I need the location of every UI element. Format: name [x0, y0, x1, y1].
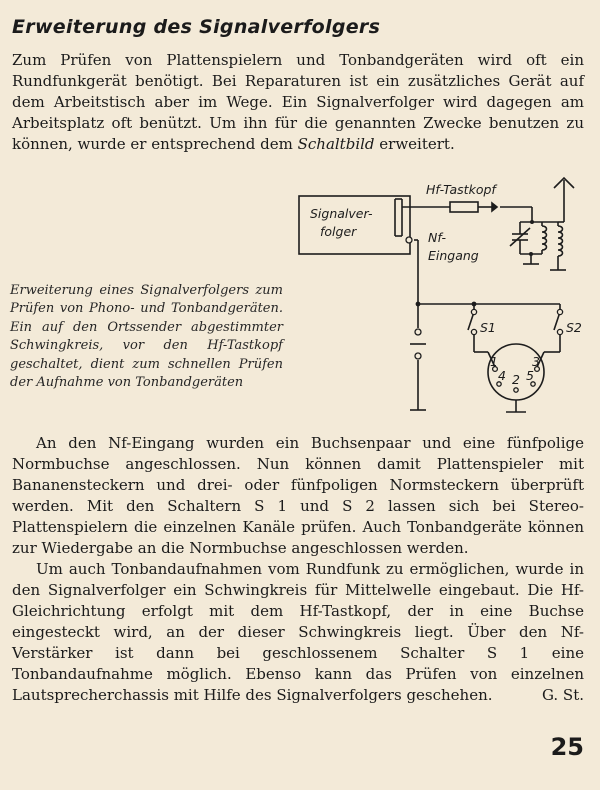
pin-3-label: 3	[532, 354, 540, 369]
intro-paragraph	[12, 50, 584, 155]
intro-text: Zum Prüfen von Plattenspielern und Tonbandgeräten wird oft ein Rundfunkgerät benötigt. Bei Reparaturen ist ein zusätzliches Gerät auf dem Arbeitstisch aber im Wege. Ein Signalverfolger wird dagegen am Arbeitsplatz oft benützt. Um ihn für die genannten Zwecke benutzen zu können, wurde er entsprechend dem	[12, 51, 584, 153]
tank-coil	[542, 226, 547, 250]
article-title: Erweiterung des Signalverfolgers	[12, 16, 381, 38]
paragraph-rf-recording	[12, 559, 584, 706]
switch-s1-label: S1	[480, 320, 496, 335]
circuit-diagram	[290, 170, 590, 420]
schaltbild-word: Schaltbild	[297, 135, 375, 153]
intro-text-end: erweitert.	[374, 135, 455, 153]
pin-2-label: 2	[512, 372, 520, 387]
pin-1-label: 1	[490, 354, 498, 369]
page-number: 25	[550, 733, 584, 761]
input-label-2: Eingang	[428, 248, 479, 263]
box-label-1: Signalver-	[310, 206, 373, 221]
probe-label: Hf-Tastkopf	[426, 182, 496, 197]
paragraph-rf-recording-text: Um auch Tonbandaufnahmen vom Rundfunk zu ermöglichen, wurde in den Signalverfolger ein Schwingkreis für Mittelwelle eingebaut. Die Hf-Gleichrichtung erfolgt mit dem Hf-Tastkopf, der in eine Buchse eingesteckt wird, an der dieser Schwingkreis liegt. Über den Nf-Verstärker ist dann bei geschlossenem Schalter S 1 eine Tonbandaufnahme möglich. Ebenso kann das Prüfen von einzelnen Lautsprecherchassis mit Hilfe des Signalverfolgers geschehen.	[12, 560, 584, 704]
probe-tip	[492, 203, 497, 211]
switch-s2-label: S2	[566, 320, 582, 335]
input-label-1: Nf-	[428, 230, 447, 245]
nf-input-terminal	[406, 237, 412, 243]
figure-caption: Erweiterung eines Signalverfolgers zum Prüfen von Phono- und Tonbandgeräten. Ein auf den Ortssender abgestimmter Schwingkreis, vor den Hf-Tastkopf geschaltet, dient zum schnellen Prüfen der Aufnahme von Tonbandgeräten	[10, 283, 283, 391]
author-signature: G. St.	[541, 686, 584, 704]
paragraph-nf-input: An den Nf-Eingang wurden ein Buchsenpaar und eine fünfpolige Normbuchse angeschlossen. Nun können damit Plattenspieler mit Bananensteckern und drei- oder fünfpoligen Normsteckern überprüft werden. Mit den Schaltern S 1 und S 2 lassen sich bei Stereo-Plattenspielern die einzelnen Kanäle prüfen. Auch Tonbandgeräte können zur Wiedergabe an die Normbuchse angeschlossen werden.	[12, 434, 584, 557]
pin-5-label: 5	[526, 368, 534, 383]
rf-probe-symbol	[450, 202, 478, 212]
antenna-coil	[558, 226, 563, 256]
box-label-2: folger	[320, 224, 357, 239]
pin-4-label: 4	[498, 368, 506, 383]
